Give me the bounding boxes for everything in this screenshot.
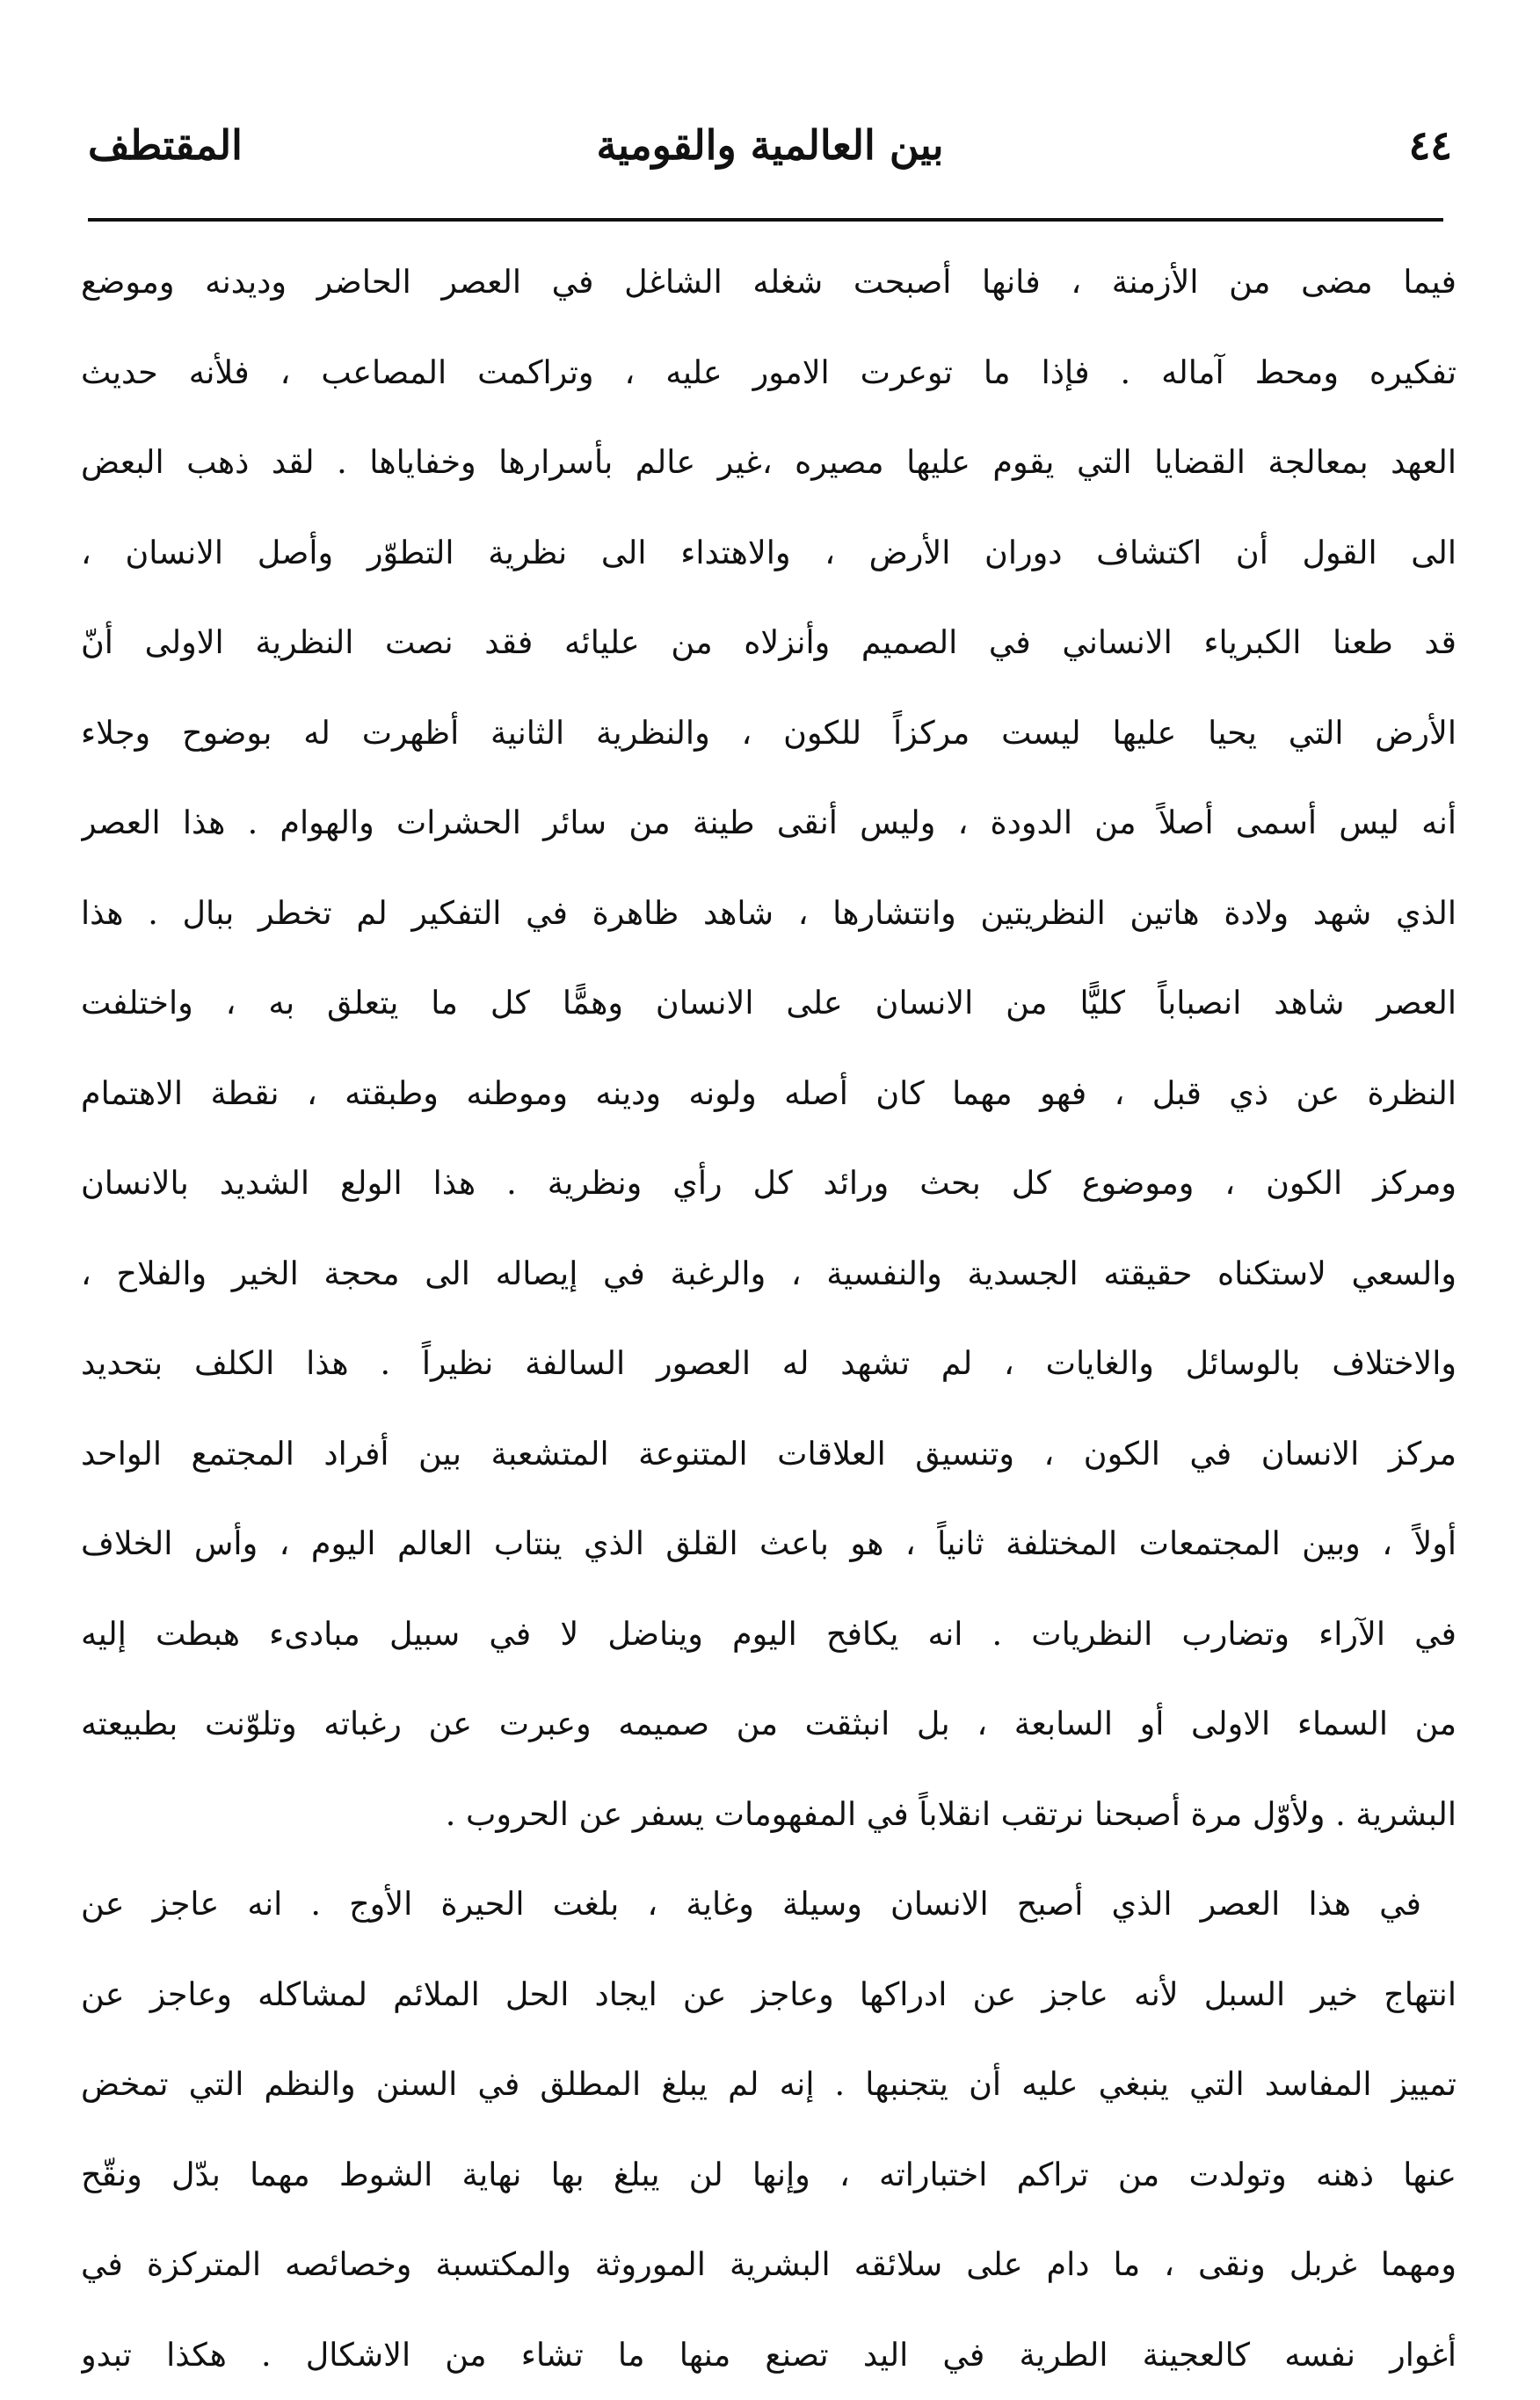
text-line: عنها ذهنه وتولدت من تراكم اختباراته ، وإنها لن يبلغ بها نهاية الشوط مهما بدّل ونقّح xyxy=(81,2130,1456,2221)
text-line: ومهما غربل ونقى ، ما دام على سلائقه البشرية الموروثة والمكتسبة وخصائصه المتركزة في xyxy=(81,2220,1456,2310)
text-line: العهد بمعالجة القضايا التي يقوم عليها مصيره ،غير عالم بأسرارها وخفاياها . لقد ذهب البعض xyxy=(81,418,1456,508)
text-line: أغوار نفسه كالعجينة الطرية في اليد تصنع منها ما تشاء من الاشكال . هكذا تبدو xyxy=(81,2310,1456,2400)
text-line: والسعي لاستكناه حقيقته الجسدية والنفسية ، والرغبة في إيصاله الى محجة الخير والفلاح ، xyxy=(81,1229,1456,1320)
header-rule xyxy=(88,218,1443,222)
text-line: أنه ليس أسمى أصلاً من الدودة ، وليس أنقى طينة من سائر الحشرات والهوام . هذا العصر xyxy=(81,778,1456,869)
running-title: بين العالمية والقومية xyxy=(596,119,943,171)
text-line: في الآراء وتضارب النظريات . انه يكافح اليوم ويناضل لا في سبيل مبادىء هبطت إليه xyxy=(81,1589,1456,1680)
text-line: فيما مضى من الأزمنة ، فانها أصبحت شغله الشاغل في العصر الحاضر وديدنه وموضع xyxy=(81,237,1456,328)
text-line: انتهاج خير السبل لأنه عاجز عن ادراكها وعاجز عن ايجاد الحل الملائم لمشاكله وعاجز عن xyxy=(81,1950,1456,2040)
text-line: أولاً ، وبين المجتمعات المختلفة ثانياً ، هو باعث القلق الذي ينتاب العالم اليوم ، وأس الخلاف xyxy=(81,1499,1456,1589)
body-text xyxy=(81,237,1456,2400)
text-line: البشرية . ولأوّل مرة أصبحنا نرتقب انقلاباً في المفهومات يسفر عن الحروب . xyxy=(81,1770,1456,1860)
text-line: مركز الانسان في الكون ، وتنسيق العلاقات المتنوعة المتشعبة بين أفراد المجتمع الواحد xyxy=(81,1409,1456,1500)
text-line: الذي شهد ولادة هاتين النظريتين وانتشارها ، شاهد ظاهرة في التفكير لم تخطر ببال . هذا xyxy=(81,869,1456,959)
journal-name: المقتطف xyxy=(88,119,243,171)
text-line: ومركز الكون ، وموضوع كل بحث ورائد كل رأي ونظرية . هذا الولع الشديد بالانسان xyxy=(81,1138,1456,1229)
text-line: والاختلاف بالوسائل والغايات ، لم تشهد له العصور السالفة نظيراً . هذا الكلف بتحديد xyxy=(81,1319,1456,1409)
text-line: النظرة عن ذي قبل ، فهو مهما كان أصله ولونه ودينه وموطنه وطبقته ، نقطة الاهتمام xyxy=(81,1049,1456,1139)
text-line: الى القول أن اكتشاف دوران الأرض ، والاهتداء الى نظرية التطوّر وأصل الانسان ، xyxy=(81,508,1456,599)
text-line: تفكيره ومحط آماله . فإذا ما توعرت الامور عليه ، وتراكمت المصاعب ، فلأنه حديث xyxy=(81,328,1456,418)
text-line: الأرض التي يحيا عليها ليست مركزاً للكون ، والنظرية الثانية أظهرت له بوضوح وجلاء xyxy=(81,688,1456,779)
text-line: في هذا العصر الذي أصبح الانسان وسيلة وغاية ، بلغت الحيرة الأوج . انه عاجز عن xyxy=(81,1859,1456,1950)
page-header xyxy=(88,119,1452,215)
text-line: العصر شاهد انصباباً كليًّا من الانسان على الانسان وهمًّا كل ما يتعلق به ، واختلفت xyxy=(81,958,1456,1049)
text-line: قد طعنا الكبرياء الانساني في الصميم وأنزلاه من عليائه فقد نصت النظرية الاولى أنّ xyxy=(81,598,1456,688)
text-line: تمييز المفاسد التي ينبغي عليه أن يتجنبها . إنه لم يبلغ المطلق في السنن والنظم التي تمخض xyxy=(81,2040,1456,2130)
page-number: ٤٤ xyxy=(1409,119,1452,171)
text-line: من السماء الاولى أو السابعة ، بل انبثقت من صميمه وعبرت عن رغباته وتلوّنت بطبيعته xyxy=(81,1679,1456,1770)
